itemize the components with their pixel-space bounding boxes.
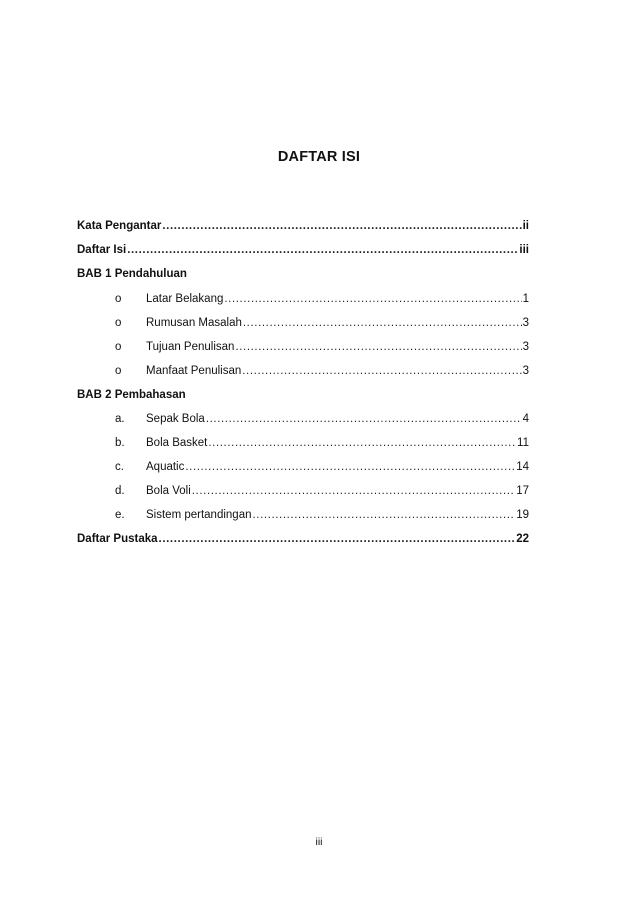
toc-entry-page: 4 [522,413,529,425]
chapter-heading-bab1: BAB 1 Pendahuluan [77,268,187,280]
toc-entry-rumusan-masalah [146,315,529,331]
toc-entry-label: Sistem pertandingan [146,509,252,521]
page-title: DAFTAR ISI [277,149,361,165]
toc-entry-label: Latar Belakang [146,293,224,305]
toc-entry-label: Bola Voli [146,485,191,497]
list-marker: c. [115,461,124,473]
toc-entry-page: 14 [516,461,529,473]
dot-leader [242,363,521,379]
toc-entry-label: Daftar Isi [77,244,127,256]
toc-entry-page: 11 [517,437,529,449]
toc-entry-label: Bola Basket [146,437,208,449]
list-marker: o [115,317,122,329]
dot-leader [208,435,516,451]
toc-entry-sistem-pertandingan [146,507,529,523]
toc-entry-sepak-bola [146,411,529,427]
page-number: iii [315,836,323,848]
toc-entry-label: Rumusan Masalah [146,317,242,329]
list-marker: a. [115,413,125,425]
toc-entry-label: Tujuan Penulisan [146,341,235,353]
toc-entry-tujuan-penulisan [146,339,529,355]
toc-entry-label: Daftar Pustaka [77,533,158,545]
toc-entry-label: Sepak Bola [146,413,205,425]
toc-entry-page: iii [519,244,529,256]
toc-entry-page: 3 [522,365,529,377]
dot-leader [192,483,515,499]
dot-leader [235,339,521,355]
toc-entry-aquatic [146,459,529,475]
toc-entry-daftar-pustaka [77,531,529,547]
toc-entry-daftar-isi [77,242,529,258]
toc-entry-page: 3 [522,341,529,353]
list-marker: d. [115,485,125,497]
toc-entry-kata-pengantar [77,218,529,234]
toc-entry-page: 1 [522,293,529,305]
toc-entry-label: Kata Pengantar [77,220,162,232]
toc-entry-page: 22 [516,533,529,545]
list-marker: e. [115,509,125,521]
toc-entry-latar-belakang [146,291,529,307]
dot-leader [224,291,521,307]
dot-leader [206,411,522,427]
toc-entry-page: 3 [522,317,529,329]
toc-entry-page: 19 [516,509,529,521]
dot-leader [185,459,515,475]
toc-entry-page: ii [522,220,529,232]
list-marker: o [115,365,122,377]
dot-leader [127,242,518,258]
toc-entry-label: Aquatic [146,461,185,473]
toc-entry-page: 17 [516,485,529,497]
toc-entry-bola-voli [146,483,529,499]
list-marker: o [115,341,122,353]
toc-entry-label: Manfaat Penulisan [146,365,242,377]
list-marker: o [115,293,122,305]
dot-leader [252,507,515,523]
dot-leader [162,218,521,234]
toc-entry-bola-basket [146,435,529,451]
dot-leader [159,531,516,547]
dot-leader [243,315,522,331]
toc-entry-manfaat-penulisan [146,363,529,379]
chapter-heading-bab2: BAB 2 Pembahasan [77,389,186,401]
list-marker: b. [115,437,125,449]
